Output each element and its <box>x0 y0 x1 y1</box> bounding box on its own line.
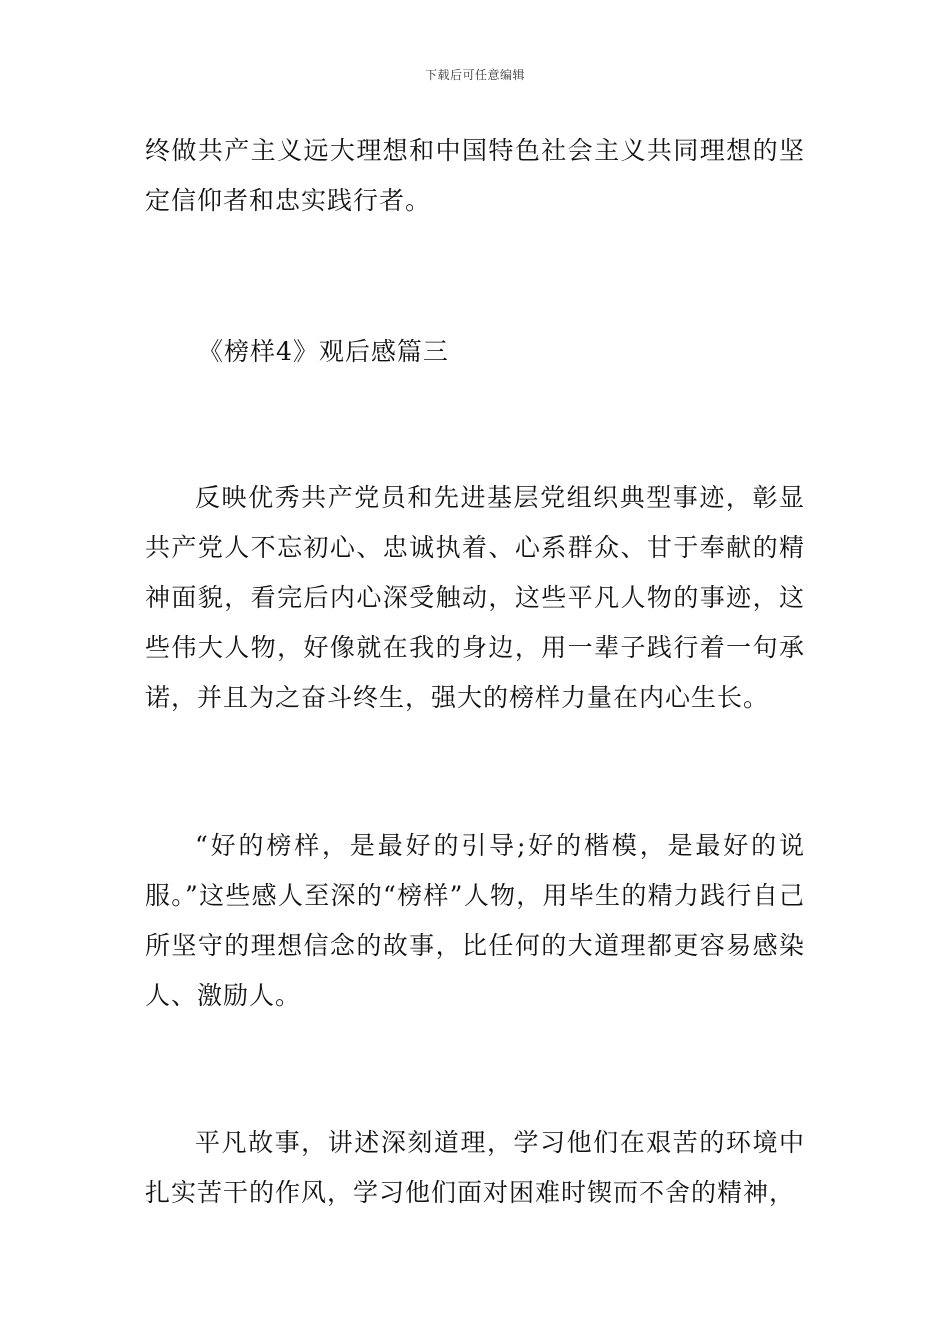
paragraph-text: 平凡故事，讲述深刻道理，学习他们在艰苦的环境中扎实苦干的作风，学习他们面对困难时锲而不舍的精神， <box>145 1128 805 1207</box>
paragraph-1 <box>145 473 805 723</box>
paragraph-continuation <box>145 126 805 226</box>
paragraph-text: 反映优秀共产党员和先进基层党组织典型事迹，彰显共产党人不忘初心、忠诚执着、心系群众、甘于奉献的精神面貌，看完后内心深受触动，这些平凡人物的事迹，这些伟大人物，好像就在我的身边，用一辈子践行着一句承诺，并且为之奋斗终生，强大的榜样力量在内心生长。 <box>145 483 805 712</box>
header-note: 下载后可任意编辑 <box>424 68 525 82</box>
paragraph-2 <box>145 821 805 1021</box>
section-title: 《榜样4》观后感篇三 <box>198 337 449 366</box>
paragraph-text: 终做共产主义远大理想和中国特色社会主义共同理想的坚定信仰者和忠实践行者。 <box>145 136 805 215</box>
paragraph-3 <box>145 1118 805 1218</box>
paragraph-text: “好的榜样，是最好的引导;好的楷模，是最好的说服。”这些感人至深的“榜样”人物，用毕生的精力践行自己所坚守的理想信念的故事，比任何的大道理都更容易感染人、激励人。 <box>145 831 805 1010</box>
